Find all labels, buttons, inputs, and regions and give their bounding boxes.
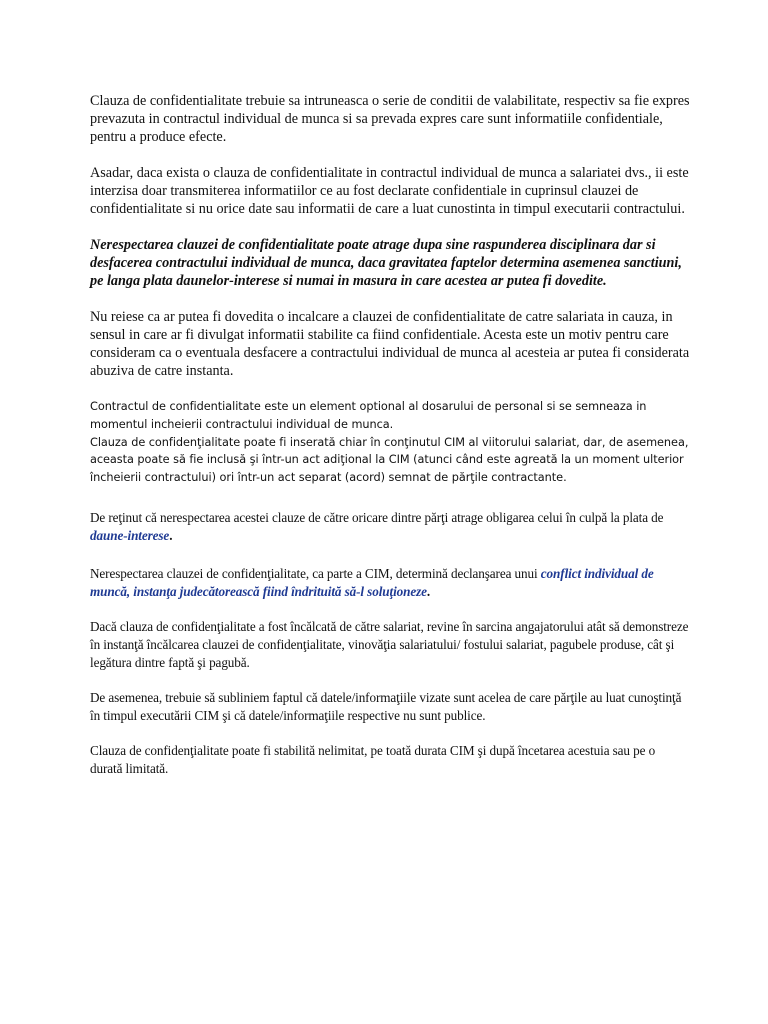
sans-block-line-2: Clauza de confidenţialitate poate fi inserată chiar în conţinutul CIM al viitorului salariat, dar, de asemenea, aceasta poate să fie inclusă şi într-un act adiţional la CIM (atunci când este agreată la un moment ulterior încheierii contractului) ori într-un act separat (acord) semnat de părţile contractante. <box>90 435 689 485</box>
sans-serif-block <box>90 398 690 487</box>
paragraph-9: De asemenea, trebuie să subliniem faptul că datele/informaţiile vizate sunt acelea de care părţile au luat cunoştinţă în timpul executării CIM şi că datele/informaţiile respective nu sunt publice. <box>90 689 682 723</box>
paragraph-6-text: De reţinut că nerespectarea acestei clauze de către oricare dintre părţi atrage obligarea celui în culpă la plata de <box>90 509 664 525</box>
paragraph-10: Clauza de confidenţialitate poate fi stabilită nelimitat, pe toată durata CIM şi după încetarea acestuia sau pe o durată limitată. <box>90 742 656 776</box>
paragraph-7 <box>90 565 690 601</box>
paragraph-7-text: Nerespectarea clauzei de confidenţialitate, ca parte a CIM, determină declanşarea unui <box>90 565 541 581</box>
conflict-individual-link[interactable]: conflict individual de muncă, instanţa judecătorească fiind îndrituită să-l soluţioneze <box>90 565 654 599</box>
paragraph-1: Clauza de confidentialitate trebuie sa intruneasca o serie de conditii de valabilitate, respectiv sa fie expres prevazuta in contractul individual de munca si sa prevada expres care sunt informatiile confidentiale, pentru a produce efecte. <box>90 93 690 145</box>
sans-block-line-1: Contractul de confidentialitate este un element optional al dosarului de personal si se semneaza in momentul incheierii contractului individual de munca. <box>90 400 647 431</box>
daune-interese-link[interactable]: daune-interese <box>90 527 170 543</box>
paragraph-8: Dacă clauza de confidenţialitate a fost încălcată de către salariat, revine în sarcina angajatorului atât să demonstreze în instanţă încălcarea clauzei de confidenţialitate, vinovăţia salariatului/ fostului salariat, pagubele produse, cât şi legătura dintre faptă şi pagubă. <box>90 618 689 670</box>
paragraph-4: Nu reiese ca ar putea fi dovedita o incalcare a clauzei de confidentialitate de catre salariata in cauza, in sensul in care ar fi divulgat informatii stabilite ca fiind confidentiale. Acesta este un motiv pentru care consideram ca o eventuala desfacere a contractului individual de munca al acesteia ar putea fi considerata abuziva de catre instanta. <box>90 309 690 379</box>
paragraph-6-end: . <box>169 527 173 543</box>
paragraph-7-end: . <box>426 583 431 599</box>
paragraph-2: Asadar, daca exista o clauza de confidentialitate in contractul individual de munca a salariatei dvs., ii este interzisa doar transmiterea informatiilor ce au fost declarate confidentiale in cuprinsul clauzei de confidentialitate si nu orice date sau informatii de care a luat cunostinta in timpul executarii contractului. <box>90 165 689 217</box>
paragraph-6 <box>90 509 690 545</box>
document-body <box>90 92 690 778</box>
paragraph-3-emphasis: Nerespectarea clauzei de confidentialitate poate atrage dupa sine raspunderea disciplinara dar si desfacerea contractului individual de munca, daca gravitatea faptelor determina asemenea sanctiuni, pe langa plata daunelor-interese si numai in masura in care acestea ar putea fi dovedite. <box>90 237 682 289</box>
